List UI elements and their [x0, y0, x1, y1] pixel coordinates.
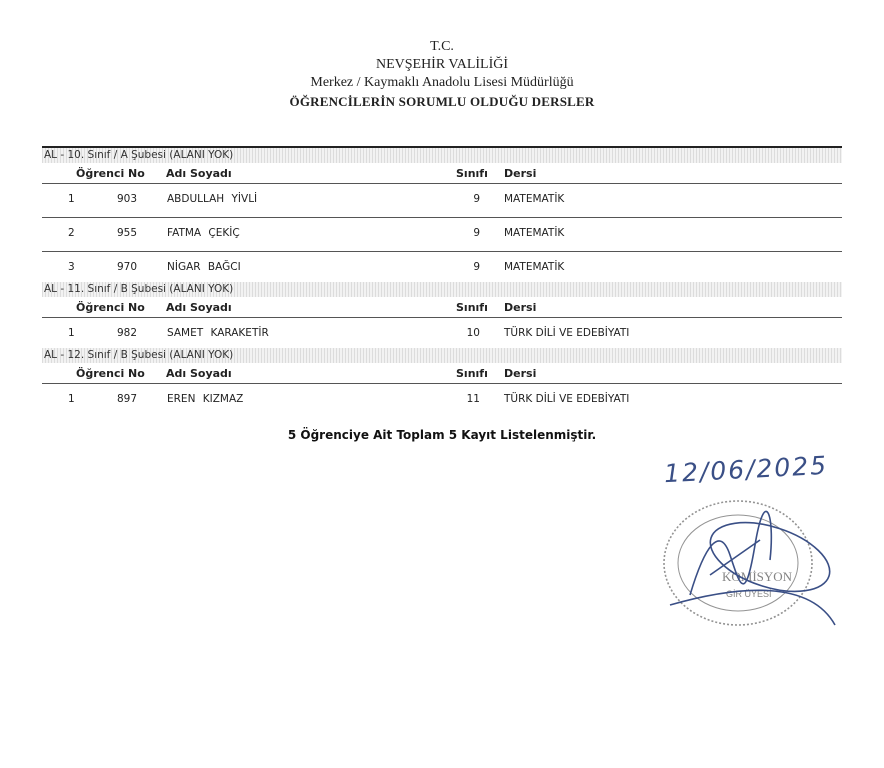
student-name: SAMET KARAKETİR	[167, 327, 269, 339]
section-title: AL - 10. Sınıf / A Şubesi (ALANI YOK)	[42, 148, 842, 163]
course-name: TÜRK DİLİ VE EDEBİYATI	[504, 393, 630, 405]
class-section	[42, 282, 842, 348]
column-header-name: Adı Soyadı	[166, 167, 232, 180]
student-no: 982	[117, 327, 138, 339]
header-school: Merkez / Kaymaklı Anadolu Lisesi Müdürlüğü	[310, 75, 574, 90]
student-no: 955	[117, 227, 138, 239]
student-course-list	[42, 146, 842, 414]
table-row	[42, 217, 842, 251]
student-grade: 10	[466, 327, 480, 339]
course-name: MATEMATİK	[504, 227, 565, 239]
section-title: AL - 12. Sınıf / B Şubesi (ALANI YOK)	[42, 348, 842, 363]
stamp-text-2: GİR ÜYESİ	[726, 589, 772, 599]
class-section	[42, 146, 842, 282]
student-grade: 9	[473, 261, 480, 273]
table-row	[42, 317, 842, 348]
signature-scribble	[670, 509, 838, 625]
column-header-row	[42, 363, 842, 383]
official-seal	[650, 485, 840, 635]
course-name: MATEMATİK	[504, 193, 565, 205]
document-header	[0, 38, 884, 111]
column-header-course: Dersi	[504, 301, 537, 314]
table-row	[42, 251, 842, 282]
column-header-row	[42, 297, 842, 317]
course-name: MATEMATİK	[504, 261, 565, 273]
column-header-course: Dersi	[504, 367, 537, 380]
handwritten-date: 12/06/2025	[663, 450, 829, 489]
document-title: ÖĞRENCİLERİN SORUMLU OLDUĞU DERSLER	[289, 94, 595, 109]
table-row	[42, 383, 842, 414]
column-header-grade: Sınıfı	[456, 367, 488, 380]
total-records-text: 5 Öğrenciye Ait Toplam 5 Kayıt Listelenmiştir.	[287, 428, 597, 442]
row-index: 1	[68, 193, 75, 205]
column-header-student-no: Öğrenci No	[76, 301, 145, 314]
stamp-circle	[664, 501, 812, 625]
column-header-course: Dersi	[504, 167, 537, 180]
student-no: 897	[117, 393, 138, 405]
header-governorship: NEVŞEHİR VALİLİĞİ	[375, 57, 509, 72]
section-title: AL - 11. Sınıf / B Şubesi (ALANI YOK)	[42, 282, 842, 297]
row-index: 3	[68, 261, 75, 273]
student-grade: 11	[466, 393, 480, 405]
student-grade: 9	[473, 193, 480, 205]
student-grade: 9	[473, 227, 480, 239]
header-republic: T.C.	[430, 39, 454, 54]
column-header-grade: Sınıfı	[456, 167, 488, 180]
student-name: NİGAR BAĞCI	[167, 261, 241, 273]
row-index: 2	[68, 227, 75, 239]
course-name: TÜRK DİLİ VE EDEBİYATI	[504, 327, 630, 339]
column-header-name: Adı Soyadı	[166, 301, 232, 314]
table-row	[42, 183, 842, 217]
student-name: FATMA ÇEKİÇ	[167, 227, 240, 239]
student-name: ABDULLAH YİVLİ	[167, 193, 258, 205]
column-header-grade: Sınıfı	[456, 301, 488, 314]
student-no: 970	[117, 261, 138, 273]
row-index: 1	[68, 393, 75, 405]
student-no: 903	[117, 193, 138, 205]
column-header-name: Adı Soyadı	[166, 367, 232, 380]
class-section	[42, 348, 842, 414]
row-index: 1	[68, 327, 75, 339]
column-header-row	[42, 163, 842, 183]
column-header-student-no: Öğrenci No	[76, 367, 145, 380]
stamp-text: KOMİSYON	[722, 569, 793, 584]
student-name: EREN KIZMAZ	[167, 393, 244, 405]
column-header-student-no: Öğrenci No	[76, 167, 145, 180]
